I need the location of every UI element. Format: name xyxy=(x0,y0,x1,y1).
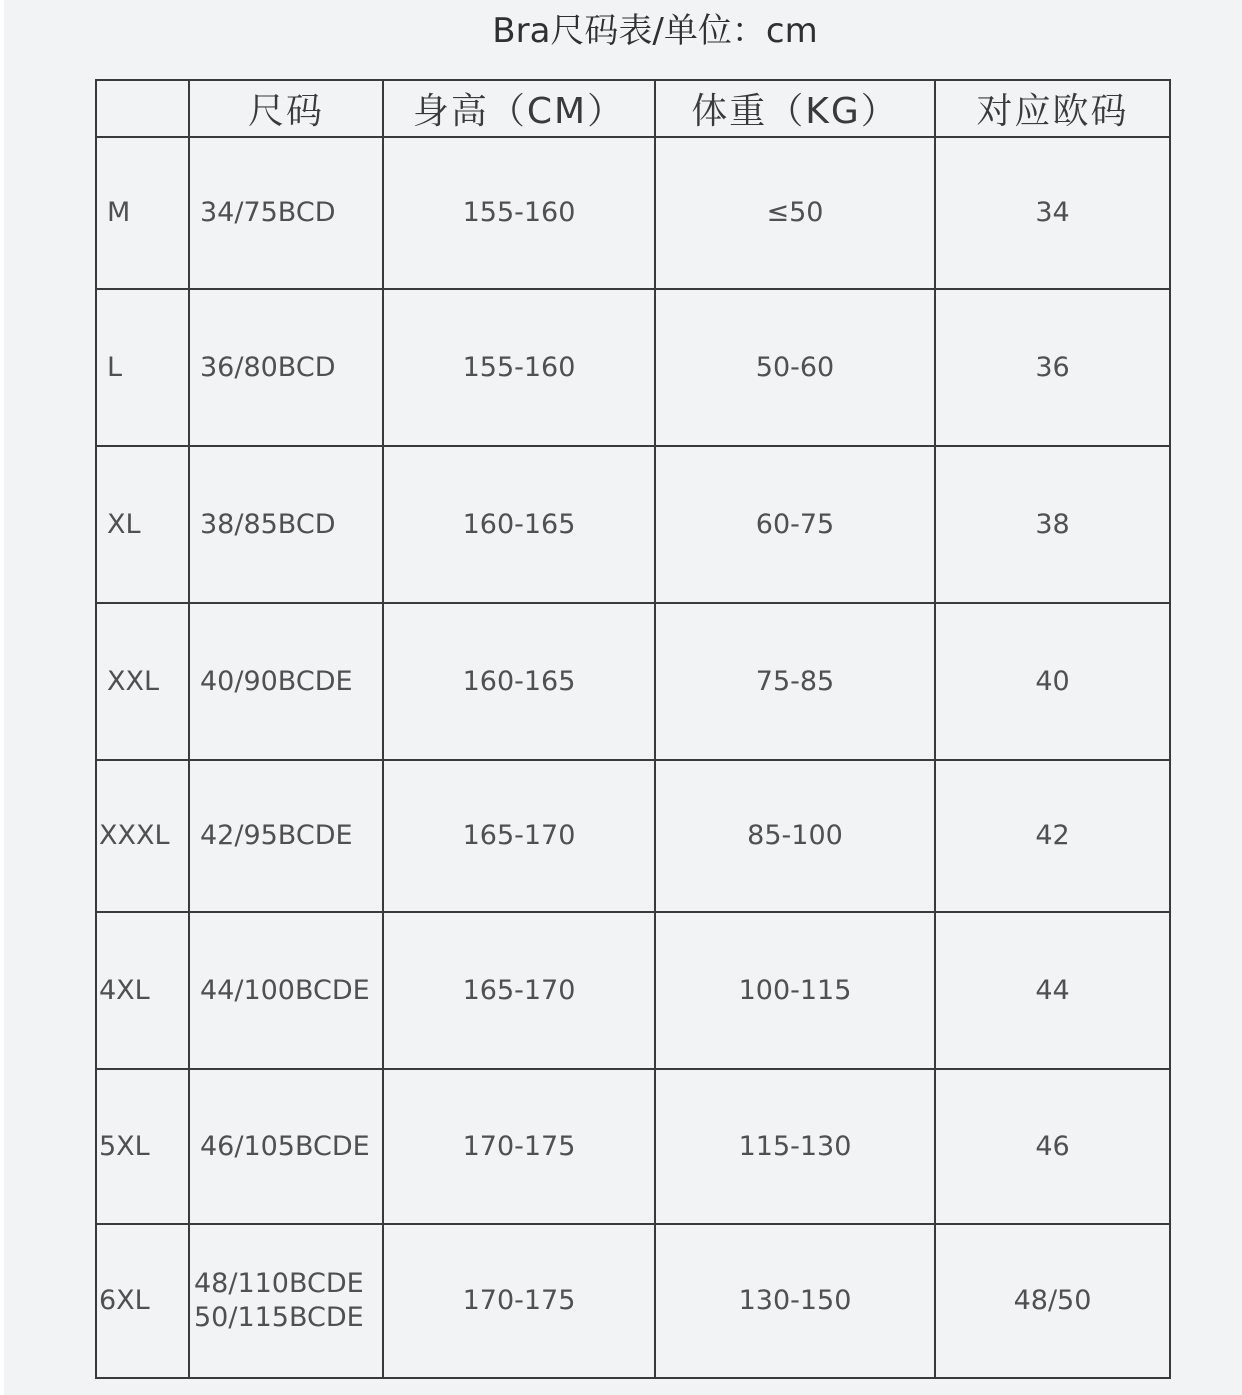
header-eu-size: 对应欧码 xyxy=(935,80,1170,137)
size-chart-table xyxy=(95,79,1171,1379)
cell-eu-size: 48/50 xyxy=(935,1224,1170,1378)
cell-height: 155-160 xyxy=(383,289,655,446)
table-row xyxy=(96,603,1170,760)
header-size: 尺码 xyxy=(189,80,383,137)
table-row xyxy=(96,760,1170,912)
cell-size-label: XL xyxy=(96,446,189,603)
cell-weight: 130-150 xyxy=(655,1224,935,1378)
cell-bra-size xyxy=(189,1224,383,1378)
cell-size-label: 4XL xyxy=(96,912,189,1069)
page-title: Bra尺码表/单位：cm xyxy=(492,11,818,51)
cell-weight: 85-100 xyxy=(655,760,935,912)
cell-eu-size: 44 xyxy=(935,912,1170,1069)
cell-eu-size: 36 xyxy=(935,289,1170,446)
header-weight: 体重（KG） xyxy=(655,80,935,137)
cell-size-label: M xyxy=(96,137,189,289)
cell-size-label: 5XL xyxy=(96,1069,189,1224)
cell-height: 165-170 xyxy=(383,760,655,912)
cell-bra-size-line-1: 48/110BCDE xyxy=(194,1268,364,1299)
table-row xyxy=(96,446,1170,603)
cell-height: 170-175 xyxy=(383,1224,655,1378)
cell-bra-size: 40/90BCDE xyxy=(189,603,383,760)
cell-eu-size: 40 xyxy=(935,603,1170,760)
cell-eu-size: 38 xyxy=(935,446,1170,603)
cell-size-label: 6XL xyxy=(96,1224,189,1378)
cell-eu-size: 42 xyxy=(935,760,1170,912)
cell-height: 160-165 xyxy=(383,603,655,760)
cell-weight: 50-60 xyxy=(655,289,935,446)
cell-size-label: XXXL xyxy=(96,760,189,912)
cell-eu-size: 46 xyxy=(935,1069,1170,1224)
table-header-row xyxy=(96,80,1170,137)
table-row xyxy=(96,137,1170,289)
cell-bra-size: 42/95BCDE xyxy=(189,760,383,912)
cell-weight: 75-85 xyxy=(655,603,935,760)
cell-eu-size: 34 xyxy=(935,137,1170,289)
cell-bra-size: 44/100BCDE xyxy=(189,912,383,1069)
cell-size-label: L xyxy=(96,289,189,446)
header-height: 身高（CM） xyxy=(383,80,655,137)
cell-bra-size: 46/105BCDE xyxy=(189,1069,383,1224)
cell-height: 155-160 xyxy=(383,137,655,289)
table-row xyxy=(96,1224,1170,1378)
cell-height: 170-175 xyxy=(383,1069,655,1224)
header-blank xyxy=(96,80,189,137)
cell-weight: 100-115 xyxy=(655,912,935,1069)
cell-height: 165-170 xyxy=(383,912,655,1069)
cell-height: 160-165 xyxy=(383,446,655,603)
cell-bra-size: 36/80BCD xyxy=(189,289,383,446)
cell-bra-size: 38/85BCD xyxy=(189,446,383,603)
cell-size-label: XXL xyxy=(96,603,189,760)
table-row xyxy=(96,289,1170,446)
cell-weight: 115-130 xyxy=(655,1069,935,1224)
cell-bra-size: 34/75BCD xyxy=(189,137,383,289)
cell-weight: ≤50 xyxy=(655,137,935,289)
table-row xyxy=(96,912,1170,1069)
table-row xyxy=(96,1069,1170,1224)
cell-bra-size-line-2: 50/115BCDE xyxy=(194,1302,364,1333)
cell-weight: 60-75 xyxy=(655,446,935,603)
